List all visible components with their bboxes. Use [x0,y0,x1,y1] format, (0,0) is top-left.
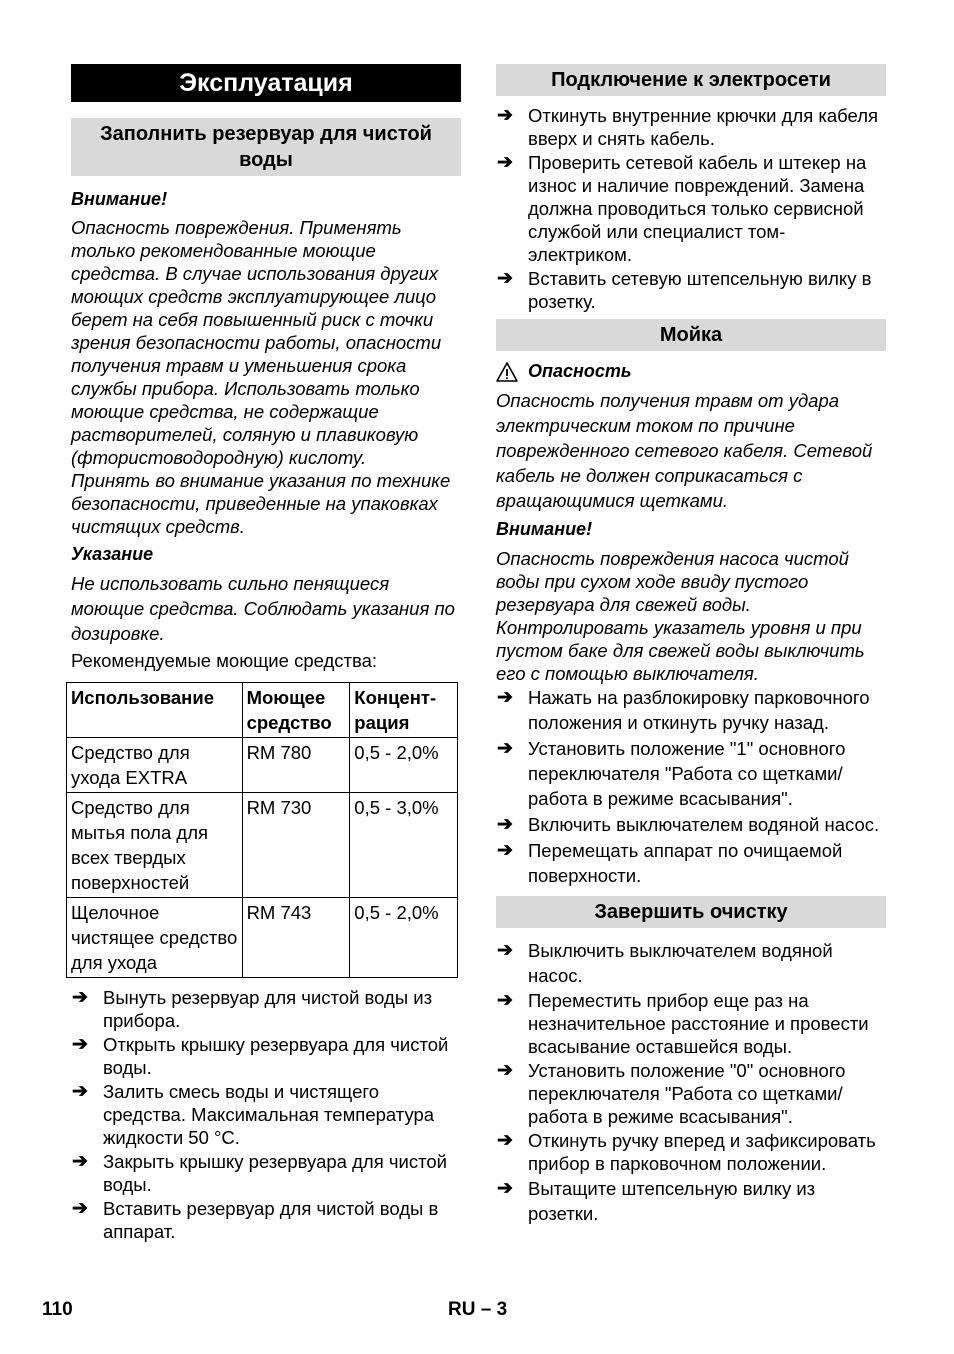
list-item: ➔ Залить смесь воды и чистящего средства. Максимальная температура жидкости 50 °C. [72,1081,435,1148]
note-label: Указание [71,544,154,564]
table-row [67,898,458,978]
fill-steps-list [71,986,461,1243]
list-item: ➔ Перемещать аппарат по очищаемой поверхности. [497,840,843,886]
warning-triangle-icon [496,362,518,382]
table-cell: RM 730 [242,793,350,898]
table-cell: Средство для мытья пола для всех твердых поверхностей [67,793,243,898]
table-cell: 0,5 - 2,0% [350,898,458,978]
section-heading-wash: Мойка [496,319,886,351]
page-number: 110 [42,1299,73,1320]
arrow-right-icon: ➔ [497,940,513,961]
attention-text-2: Принять во внимание указания по технике безопасности, приведенные на упаковках чистящих средств. [71,470,451,537]
list-item: ➔ Проверить сетевой кабель и штекер на износ и наличие повреждений. Замена должна проводиться только сервисной службой или специалист том-электриком. [497,152,867,265]
arrow-right-icon: ➔ [497,990,513,1011]
attention-label-right: Внимание! [496,519,593,539]
table-cell: RM 743 [242,898,350,978]
table-header-detergent: Моющее средство [242,683,350,738]
attention-text: Опасность повреждения. Применять только рекомендованные моющие средства. В случае использования других моющих средств эксплуатирующее лицо берет на себя повышенный риск с точки зрения безопасности работы, опасности получения травм и уменьшения срока службы прибора. Использовать только моющие средства, не содержащие растворителей, соляную и плавиковую (фтористоводородную) кислоту. [71,217,442,468]
arrow-right-icon: ➔ [497,738,513,759]
table-cell: 0,5 - 3,0% [350,793,458,898]
table-cell: RM 780 [242,738,350,793]
arrow-right-icon: ➔ [72,1198,88,1219]
list-item: ➔ Установить положение "1" основного переключателя "Работа со щетками/работа в режиме всасывания". [497,738,846,809]
arrow-right-icon: ➔ [497,840,513,861]
page-title: Эксплуатация [71,64,461,102]
arrow-right-icon: ➔ [497,1178,513,1199]
recommended-label: Рекомендуемые моющие средства: [71,650,378,671]
section-heading-finish: Завершить очистку [496,896,886,928]
section-heading-power: Подключение к электросети [496,64,886,96]
arrow-right-icon: ➔ [497,1060,513,1081]
attention-label: Внимание! [71,189,168,209]
danger-heading [496,361,886,382]
right-column [496,64,886,1227]
list-item: ➔ Включить выключателем водяной насос. [497,814,880,835]
wash-steps-list [496,685,886,888]
arrow-right-icon: ➔ [72,1034,88,1055]
list-item: ➔ Нажать на разблокировку парковочного положения и откинуть ручку назад. [497,687,870,733]
arrow-right-icon: ➔ [72,1151,88,1172]
list-item: ➔ Вставить сетевую штепсельную вилку в розетку. [497,268,872,312]
finish-steps-list [496,938,886,1226]
list-item: ➔ Откинуть внутренние крючки для кабеля вверх и снять кабель. [497,105,879,149]
power-steps-list [496,104,886,313]
danger-label: Опасность [528,361,632,381]
list-item: ➔ Вытащите штепсельную вилку из розетки. [497,1178,816,1224]
left-column [71,64,461,1244]
list-item: ➔ Откинуть ручку вперед и зафиксировать прибор в парковочном положении. [497,1130,876,1174]
table-cell: 0,5 - 2,0% [350,738,458,793]
table-header-concentration: Концент-рация [350,683,458,738]
list-item: ➔ Открыть крышку резервуара для чистой воды. [72,1034,449,1078]
list-item: ➔ Установить положение "0" основного переключателя "Работа со щетками/работа в режиме всасывания". [497,1060,846,1127]
arrow-right-icon: ➔ [497,268,513,289]
detergent-table [66,682,458,978]
table-cell: Щелочное чистящее средство для ухода [67,898,243,978]
list-item: ➔ Выключить выключателем водяной насос. [497,940,833,986]
table-header-usage: Использование [67,683,243,738]
list-item: ➔ Закрыть крышку резервуара для чистой воды. [72,1151,447,1195]
arrow-right-icon: ➔ [72,1081,88,1102]
arrow-right-icon: ➔ [497,105,513,126]
list-item: ➔ Вынуть резервуар для чистой воды из прибора. [72,987,433,1031]
section-heading-fill-tank: Заполнить резервуар для чистой воды [71,118,461,176]
arrow-right-icon: ➔ [72,987,88,1008]
table-header-row [67,683,458,738]
danger-text: Опасность получения травм от удара электрическим током по причине поврежденного сетевого кабеля. Сетевой кабель не должен соприкасаться с вращающимися щетками. [496,390,873,511]
table-cell: Средство для ухода EXTRA [67,738,243,793]
arrow-right-icon: ➔ [497,687,513,708]
attention-text-right: Опасность повреждения насоса чистой воды при сухом ходе ввиду пустого резервуара для свежей воды. Контролировать указатель уровня и при пустом баке для свежей воды выключить его с помощью выключателя. [496,548,865,684]
table-row [67,793,458,898]
list-item: ➔ Переместить прибор еще раз на незначительное расстояние и провести всасывание оставшейся воды. [497,990,869,1057]
note-text: Не использовать сильно пенящиеся моющие средства. Соблюдать указания по дозировке. [71,573,455,644]
arrow-right-icon: ➔ [497,814,513,835]
arrow-right-icon: ➔ [497,152,513,173]
table-row [67,738,458,793]
language-page-label: RU – 3 [448,1299,508,1320]
arrow-right-icon: ➔ [497,1130,513,1151]
list-item: ➔ Вставить резервуар для чистой воды в аппарат. [72,1198,439,1242]
